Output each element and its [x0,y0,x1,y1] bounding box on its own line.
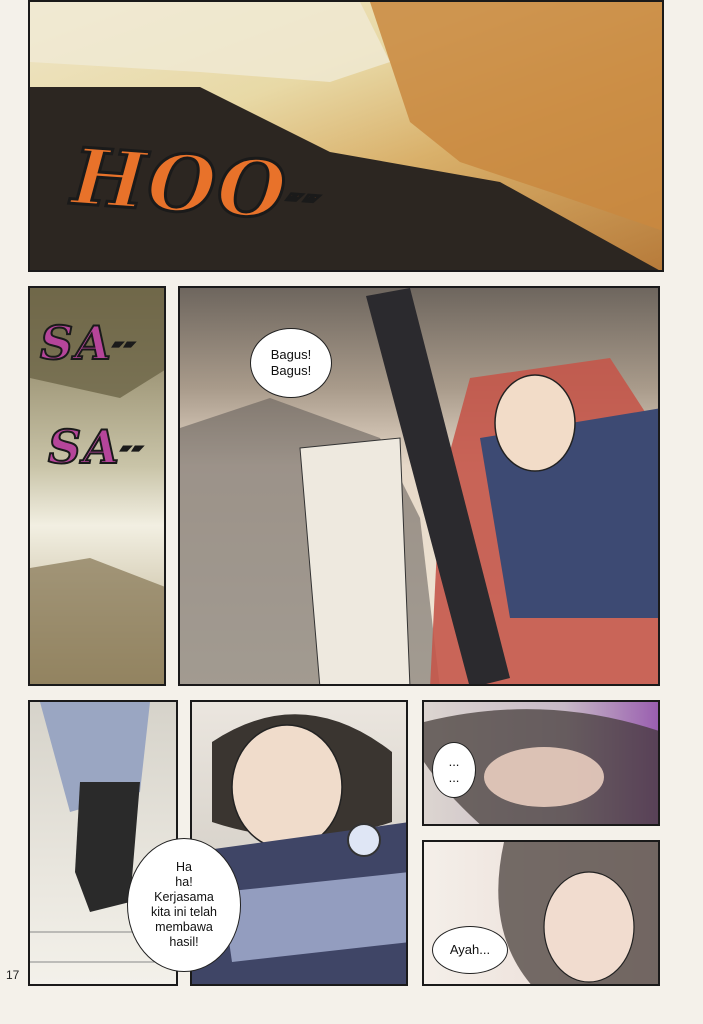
sfx-hoo-tail: ″″ [284,187,322,230]
speech-kerjasama-text: Ha ha! Kerjasama kita ini telah membawa hasil! [150,860,217,949]
sfx-hoo [69,131,325,239]
page-number: 17 [6,968,20,982]
speech-ayah-text: Ayah... [449,942,491,957]
panel-closeup [422,700,660,826]
sfx-sa-1-tail: ″″ [112,339,137,365]
speech-bubble-bagus [250,328,332,398]
speech-ellipsis-text: ... ... [448,754,460,785]
sfx-sa-2 [48,420,145,474]
panel-crying [422,840,660,986]
sfx-sa-2-text: SA [48,420,121,474]
speech-bubble-ayah [432,926,508,974]
sfx-sa-1-text: SA [40,316,113,370]
panel-warrior [178,286,660,686]
warrior-art [180,288,660,686]
speech-bagus-text: Bagus! Bagus! [270,347,312,378]
speech-bubble-kerjasama [127,838,241,972]
panel-left-sa [28,286,166,686]
speech-bubble-ellipsis [432,742,476,798]
sfx-sa-1 [40,316,137,370]
panel-top-landslide [28,0,664,272]
sfx-sa-2-tail: ″″ [120,443,145,469]
sfx-hoo-text: HOO [69,131,291,238]
